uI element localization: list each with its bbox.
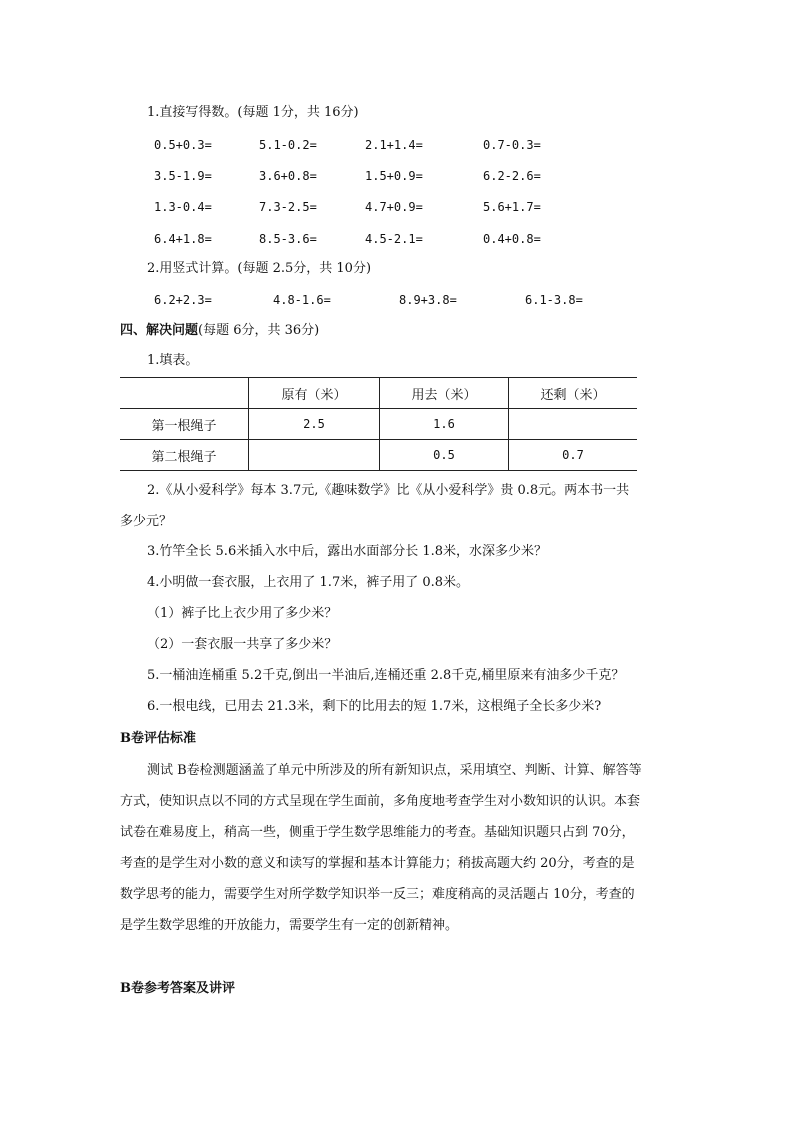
table-row xyxy=(120,440,637,471)
evaluation-paragraph-line: 试卷在难易度上，稍高一些，侧重于学生数学思维能力的考查。基础知识题只占到 70分， xyxy=(120,825,635,840)
evaluation-paragraph-line: 测试 B卷检测题涵盖了单元中所涉及的所有新知识点，采用填空、判断、计算、解答等 xyxy=(147,763,642,778)
oral-calc-item: 1.3-0.4= xyxy=(154,200,212,214)
oral-calc-item: 0.5+0.3= xyxy=(154,138,212,152)
table-cell: 2.5 xyxy=(249,409,380,440)
oral-calc-item: 4.5-2.1= xyxy=(365,232,423,246)
table-cell xyxy=(120,378,249,409)
evaluation-paragraph-line: 方式，使知识点以不同的方式呈现在学生面前，多角度地考查学生对小数知识的认识。本套 xyxy=(120,794,641,809)
oral-calc-item: 5.6+1.7= xyxy=(483,200,541,214)
s4-q6: 6.一根电线，已用去 21.3米，剩下的比用去的短 1.7米，这根绳子全长多少米? xyxy=(147,699,602,714)
table-row-label: 第二根绳子 xyxy=(120,440,249,471)
oral-calc-item: 6.2-2.6= xyxy=(483,169,541,183)
s4-q4-sub1: （1）裤子比上衣少用了多少米？ xyxy=(147,606,338,621)
table-cell: 0.5 xyxy=(380,440,509,471)
evaluation-heading: B卷评估标准 xyxy=(120,731,196,746)
section4-heading: 四、解决问题 xyxy=(120,323,199,338)
table-header-cell: 用去（米） xyxy=(380,378,509,409)
table-row-label: 第一根绳子 xyxy=(120,409,249,440)
oral-calc-item: 5.1-0.2= xyxy=(259,138,317,152)
oral-calc-item: 3.6+0.8= xyxy=(259,169,317,183)
table-header-cell: 还剩（米） xyxy=(509,378,638,409)
oral-calc-item: 3.5-1.9= xyxy=(154,169,212,183)
table-header-row xyxy=(120,378,637,409)
table-header-cell: 原有（米） xyxy=(249,378,380,409)
table-cell xyxy=(249,440,380,471)
fill-table xyxy=(120,377,637,471)
table-cell: 1.6 xyxy=(380,409,509,440)
oral-calc-item: 2.1+1.4= xyxy=(365,138,423,152)
q2-title: 2.用竖式计算。(每题 2.5分，共 10分) xyxy=(147,261,372,276)
section4-heading-line xyxy=(120,322,319,340)
oral-calc-item: 0.4+0.8= xyxy=(483,232,541,246)
oral-calc-item: 6.4+1.8= xyxy=(154,232,212,246)
table-cell xyxy=(509,409,638,440)
s4-q4: 4.小明做一套衣服，上衣用了 1.7米，裤子用了 0.8米。 xyxy=(147,575,470,590)
table-cell: 0.7 xyxy=(509,440,638,471)
oral-calc-item: 1.5+0.9= xyxy=(365,169,423,183)
vertical-calc-item: 4.8-1.6= xyxy=(273,293,331,307)
oral-calc-item: 4.7+0.9= xyxy=(365,200,423,214)
oral-calc-item: 0.7-0.3= xyxy=(483,138,541,152)
s4-q2-line1: 2.《从小爱科学》每本 3.7元,《趣味数学》比《从小爱科学》贵 0.8元。两本书一共 xyxy=(147,483,630,498)
vertical-calc-item: 8.9+3.8= xyxy=(399,293,457,307)
vertical-calc-item: 6.1-3.8= xyxy=(525,293,583,307)
section4-heading-note: (每题 6分，共 36分) xyxy=(198,323,320,338)
s4-q5: 5.一桶油连桶重 5.2千克,倒出一半油后,连桶还重 2.8千克,桶里原来有油多少千克？ xyxy=(147,668,625,683)
s4-q1-title: 1.填表。 xyxy=(147,353,199,368)
s4-q3: 3.竹竿全长 5.6米插入水中后，露出水面部分长 1.8米，水深多少米？ xyxy=(147,544,548,559)
evaluation-paragraph-line: 数学思考的能力，需要学生对所学数学知识举一反三；难度稍高的灵活题占 10分，考查的 xyxy=(120,887,635,902)
evaluation-paragraph-line: 考查的是学生对小数的意义和读写的掌握和基本计算能力；稍拔高题大约 20分，考查的是 xyxy=(120,856,635,871)
table-row xyxy=(120,409,637,440)
q1-title: 1.直接写得数。(每题 1分，共 16分) xyxy=(147,105,359,120)
oral-calc-item: 7.3-2.5= xyxy=(259,200,317,214)
evaluation-paragraph-line: 是学生数学思维的开放能力，需要学生有一定的创新精神。 xyxy=(120,918,459,933)
s4-q4-sub2: （2）一套衣服一共享了多少米？ xyxy=(147,637,338,652)
answers-heading: B卷参考答案及讲评 xyxy=(120,981,235,996)
vertical-calc-item: 6.2+2.3= xyxy=(154,293,212,307)
s4-q2-line2: 多少元？ xyxy=(120,514,173,529)
oral-calc-item: 8.5-3.6= xyxy=(259,232,317,246)
